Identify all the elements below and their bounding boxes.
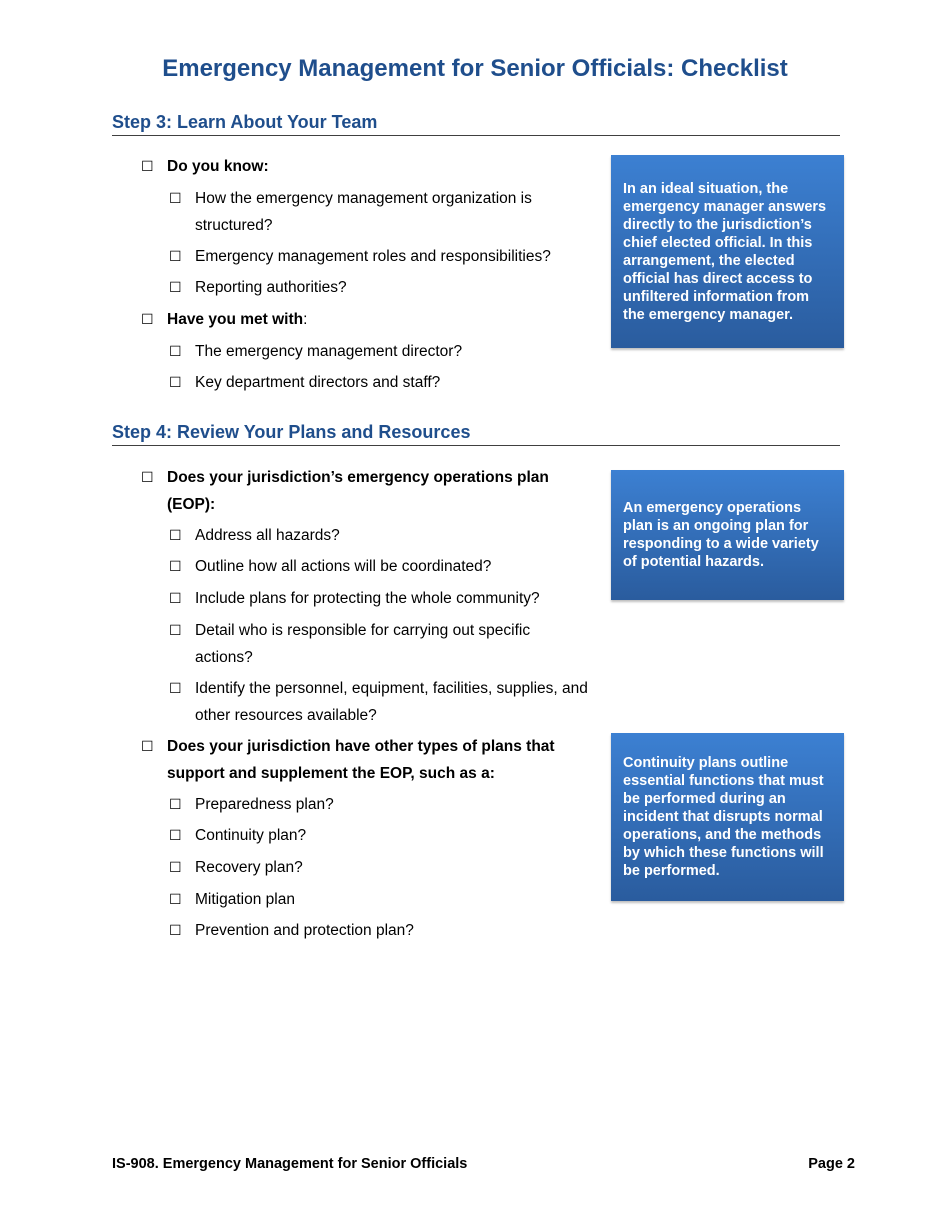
checkbox-icon[interactable]: ☐ — [141, 158, 154, 174]
checklist-subitem — [169, 369, 599, 396]
checklist-subitem-label: Outline how all actions will be coordinated? — [195, 558, 492, 575]
checklist-item-other-plans — [141, 733, 581, 787]
checkbox-icon[interactable]: ☐ — [169, 859, 182, 875]
checklist-subitem-label: Detail who is responsible for carrying out specific actions? — [195, 622, 531, 666]
checkbox-icon[interactable]: ☐ — [169, 558, 182, 574]
checkbox-icon[interactable]: ☐ — [169, 891, 182, 907]
checklist-subitem-label: Mitigation plan — [195, 891, 295, 908]
checkbox-icon[interactable]: ☐ — [169, 374, 182, 390]
checklist-subitem — [169, 243, 599, 270]
checklist-subitem-label: Continuity plan? — [195, 827, 307, 844]
checklist-subitem — [169, 886, 599, 913]
callout-eop — [611, 470, 844, 600]
checkbox-icon[interactable]: ☐ — [169, 590, 182, 606]
checklist-subitem-label: Recovery plan? — [195, 859, 303, 876]
checklist-item-have-you-met — [141, 306, 601, 333]
checklist-subitem — [169, 274, 599, 301]
checklist-item-eop — [141, 464, 571, 518]
checklist-subitem — [169, 791, 599, 818]
checklist-subitem — [169, 917, 599, 944]
checklist-subitem-label: How the emergency management organization is structured? — [195, 190, 532, 234]
footer-page-number: Page 2 — [808, 1156, 855, 1172]
checkbox-icon[interactable]: ☐ — [169, 622, 182, 638]
checkbox-icon[interactable]: ☐ — [169, 190, 182, 206]
checkbox-icon[interactable]: ☐ — [169, 248, 182, 264]
callout-continuity — [611, 733, 844, 901]
checkbox-icon[interactable]: ☐ — [169, 279, 182, 295]
checklist-label: Does your jurisdiction’s emergency operations plan (EOP): — [167, 469, 549, 513]
checkbox-icon[interactable]: ☐ — [169, 527, 182, 543]
checklist-subitem-label: Identify the personnel, equipment, facilities, supplies, and other resources available? — [195, 680, 588, 724]
checkbox-icon[interactable]: ☐ — [169, 680, 182, 696]
checklist-subitem-label: Reporting authorities? — [195, 279, 347, 296]
checklist-subitem-label: Preparedness plan? — [195, 796, 334, 813]
checkbox-icon[interactable]: ☐ — [169, 827, 182, 843]
callout-text: In an ideal situation, the emergency manager answers directly to the jurisdiction’s chief elected official. In this arrangement, the elected official has direct access to unfiltered information from the emergency manager. — [623, 180, 827, 323]
checklist-subitem — [169, 338, 599, 365]
checklist-subitem — [169, 553, 599, 580]
checklist-subitem-label: The emergency management director? — [195, 343, 463, 360]
checklist-subitem — [169, 854, 599, 881]
checklist-subitem-label: Include plans for protecting the whole community? — [195, 590, 540, 607]
checklist-subitem-label: Prevention and protection plan? — [195, 922, 414, 939]
checkbox-icon[interactable]: ☐ — [141, 738, 154, 754]
checkbox-icon[interactable]: ☐ — [141, 469, 154, 485]
checklist-subitem-label: Address all hazards? — [195, 527, 340, 544]
footer-course-title: IS-908. Emergency Management for Senior Officials — [112, 1156, 468, 1172]
checkbox-icon[interactable]: ☐ — [169, 922, 182, 938]
checklist-subitem — [169, 185, 599, 239]
checklist-item-do-you-know — [141, 153, 601, 180]
checklist-subitem — [169, 822, 599, 849]
step-4-heading: Step 4: Review Your Plans and Resources — [112, 422, 840, 446]
checklist-label: Do you know: — [167, 158, 269, 175]
checklist-subitem-label: Key department directors and staff? — [195, 374, 441, 391]
callout-text: Continuity plans outline essential functions that must be performed during an incident that disrupts normal operations, and the methods by which these functions will be performed. — [623, 755, 824, 879]
checklist-subitem — [169, 617, 569, 671]
page-title: Emergency Management for Senior Officials: Checklist — [162, 55, 788, 82]
checklist-label — [141, 306, 601, 333]
checklist-label-bold: Have you met with — [167, 311, 304, 328]
checklist-subitem — [169, 522, 599, 549]
checklist-subitem — [169, 675, 599, 729]
callout-emergency-manager — [611, 155, 844, 348]
checkbox-icon[interactable]: ☐ — [141, 311, 154, 327]
checklist-label: Does your jurisdiction have other types of plans that support and supplement the EOP, such as a: — [167, 738, 555, 782]
step-3-heading: Step 3: Learn About Your Team — [112, 112, 840, 136]
checklist-label-colon: : — [303, 311, 308, 328]
checklist-subitem — [169, 585, 599, 612]
callout-text: An emergency operations plan is an ongoing plan for responding to a wide variety of potential hazards. — [623, 500, 819, 570]
checkbox-icon[interactable]: ☐ — [169, 343, 182, 359]
checklist-subitem-label: Emergency management roles and responsibilities? — [195, 248, 551, 265]
checkbox-icon[interactable]: ☐ — [169, 796, 182, 812]
